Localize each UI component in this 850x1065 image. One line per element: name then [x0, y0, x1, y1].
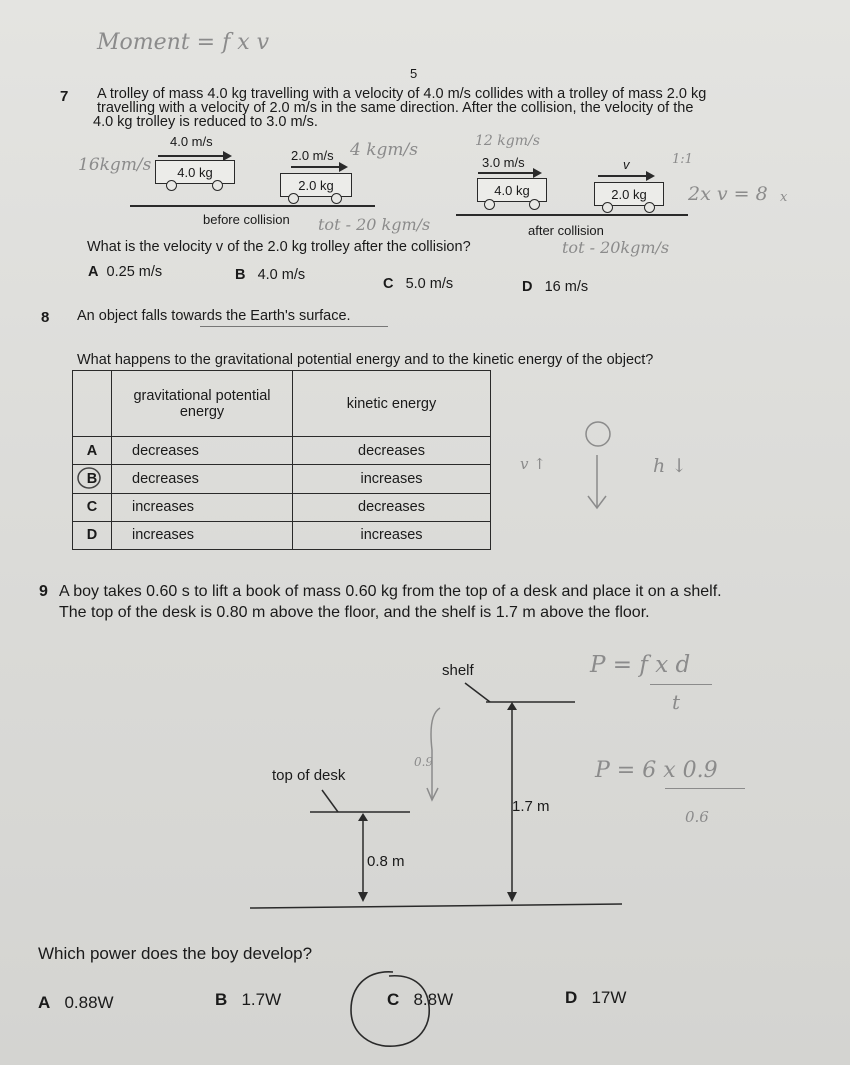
row-gpe: decreases [112, 465, 293, 493]
row-ke: decreases [293, 437, 491, 465]
after-collision-caption: after collision [528, 223, 604, 238]
q7-option-a-letter: A [88, 264, 99, 280]
question-9-line-2: The top of the desk is 0.80 m above the floor, and the shelf is 1.7 m above the floor. [59, 604, 650, 621]
q7-option-a[interactable] [88, 265, 162, 279]
table-header-row [73, 371, 491, 437]
row-gpe: decreases [112, 437, 293, 465]
row-ke: decreases [293, 493, 491, 521]
table-header-blank [73, 371, 112, 437]
handwritten-momentum-16: 16kgm/s [78, 155, 152, 175]
desk-height-label: 0.8 m [367, 853, 405, 870]
row-ke: increases [293, 465, 491, 493]
row-letter: B [86, 470, 98, 487]
before-v2-label: 2.0 m/s [291, 148, 334, 163]
q9-option-c-text: 8.8W [413, 990, 454, 1009]
q9-option-d-text: 17W [591, 988, 627, 1007]
handwritten-moment-note: Moment = f x v [97, 30, 270, 55]
handwritten-equation: 2x v = 8 [688, 183, 768, 205]
row-letter: A [73, 437, 112, 465]
table-row[interactable] [73, 493, 491, 521]
after-track [456, 214, 688, 216]
question-7-line-2: travelling with a velocity of 2.0 m/s in the same direction. After the collision, the velocity of the [97, 100, 694, 116]
handwritten-power-denominator: t [672, 690, 681, 714]
q9-option-a[interactable] [38, 993, 114, 1013]
before-v2-arrow [291, 166, 346, 168]
before-v1-label: 4.0 m/s [170, 134, 213, 149]
q9-option-b-text: 1.7W [241, 990, 282, 1009]
row-letter: D [73, 521, 112, 549]
q9-option-d-letter: D [565, 988, 578, 1007]
q7-option-d-text: 16 m/s [544, 279, 589, 295]
row-gpe: increases [112, 493, 293, 521]
handwritten-ratio: 1:1 [672, 152, 693, 167]
trolley-2kg-before-label: 2.0 kg [298, 177, 334, 193]
q7-option-b[interactable] [235, 268, 305, 282]
after-v-label: v [623, 157, 630, 172]
answer-circle-mark-icon [345, 968, 437, 1052]
q7-option-c-text: 5.0 m/s [405, 276, 454, 292]
shelf-label: shelf [442, 662, 474, 679]
question-8-prompt: What happens to the gravitational potential energy and to the kinetic energy of the object? [77, 352, 654, 368]
trolley-2kg-after-label: 2.0 kg [611, 186, 647, 202]
handwritten-momentum-12: 12 kgm/s [475, 133, 540, 149]
q7-option-d[interactable] [522, 280, 588, 294]
wheel-icon [602, 202, 613, 213]
handwritten-total-after: tot - 20kgm/s [562, 238, 670, 257]
handwritten-fraction-bar [650, 684, 712, 685]
handwritten-calc-bar [665, 788, 745, 789]
wheel-icon [331, 193, 342, 204]
row-gpe: increases [112, 521, 293, 549]
row-letter-circled [73, 465, 112, 493]
table-header-ke: kinetic energy [293, 371, 491, 437]
question-9-number: 9 [39, 583, 48, 600]
q7-option-c-letter: C [383, 276, 394, 292]
handwritten-power-calc: P = 6 x 0.9 [595, 758, 718, 783]
circle-mark-icon [76, 465, 104, 491]
wheel-icon [484, 199, 495, 210]
wheel-icon [166, 180, 177, 191]
q9-option-a-letter: A [38, 993, 51, 1012]
wheel-icon [529, 199, 540, 210]
q9-option-b[interactable] [215, 990, 281, 1010]
row-letter: C [73, 493, 112, 521]
wheel-icon [644, 202, 655, 213]
before-track [130, 205, 375, 207]
handwritten-total-before: tot - 20 kgm/s [318, 215, 431, 234]
handwritten-height-note: 0.9 [414, 755, 434, 769]
after-v1-arrow [478, 172, 540, 174]
q9-option-a-text: 0.88W [64, 993, 114, 1012]
table-row[interactable] [73, 465, 491, 493]
wheel-icon [288, 193, 299, 204]
table-row[interactable] [73, 521, 491, 549]
question-7-prompt: What is the velocity v of the 2.0 kg trolley after the collision? [87, 239, 471, 255]
page-number: 5 [410, 66, 418, 81]
after-v1-label: 3.0 m/s [482, 155, 525, 170]
before-v1-arrow [158, 155, 230, 157]
desk-label: top of desk [272, 767, 346, 784]
question-7-line-3: 4.0 kg trolley is reduced to 3.0 m/s. [93, 114, 318, 130]
q9-option-c-letter: C [387, 990, 400, 1009]
question-8-line-1: An object falls towards the Earth's surface. [77, 308, 351, 324]
question-9-line-1: A boy takes 0.60 s to lift a book of mass 0.60 kg from the top of a desk and place it on a shelf. [59, 583, 722, 600]
energy-table [72, 370, 491, 550]
table-row[interactable] [73, 437, 491, 465]
q7-option-d-letter: D [522, 279, 533, 295]
after-v2-arrow [598, 175, 653, 177]
handwritten-v-up: v ↑ [520, 455, 546, 473]
underline-mark [200, 326, 388, 327]
handwritten-calc-denominator: 0.6 [685, 808, 709, 826]
question-9-prompt: Which power does the boy develop? [38, 944, 313, 963]
height-diagram [250, 680, 630, 915]
handwritten-x: x [780, 190, 788, 205]
q9-option-b-letter: B [215, 990, 228, 1009]
question-8-number: 8 [41, 309, 50, 326]
wheel-icon [212, 180, 223, 191]
before-collision-caption: before collision [203, 212, 290, 227]
q7-option-a-text: 0.25 m/s [106, 264, 163, 280]
q7-option-b-letter: B [235, 267, 246, 283]
handwritten-momentum-4: 4 kgm/s [350, 140, 418, 160]
q7-option-b-text: 4.0 m/s [257, 267, 306, 283]
trolley-4kg-before-label: 4.0 kg [177, 164, 213, 180]
handwritten-power-formula: P = f x d [590, 652, 691, 678]
falling-object-sketch-icon [580, 420, 630, 515]
row-ke: increases [293, 521, 491, 549]
question-7-line-1: A trolley of mass 4.0 kg travelling with a velocity of 4.0 m/s collides with a trolley of mass 2.0 kg [97, 86, 707, 102]
handwritten-h-down: h ↓ [653, 455, 688, 477]
table-header-gpe: gravitational potential energy [112, 371, 293, 437]
q7-option-c[interactable] [383, 277, 453, 291]
question-7-number: 7 [60, 88, 69, 105]
shelf-height-label: 1.7 m [512, 798, 550, 815]
trolley-4kg-after-label: 4.0 kg [494, 182, 530, 198]
q9-option-d[interactable] [565, 988, 626, 1008]
